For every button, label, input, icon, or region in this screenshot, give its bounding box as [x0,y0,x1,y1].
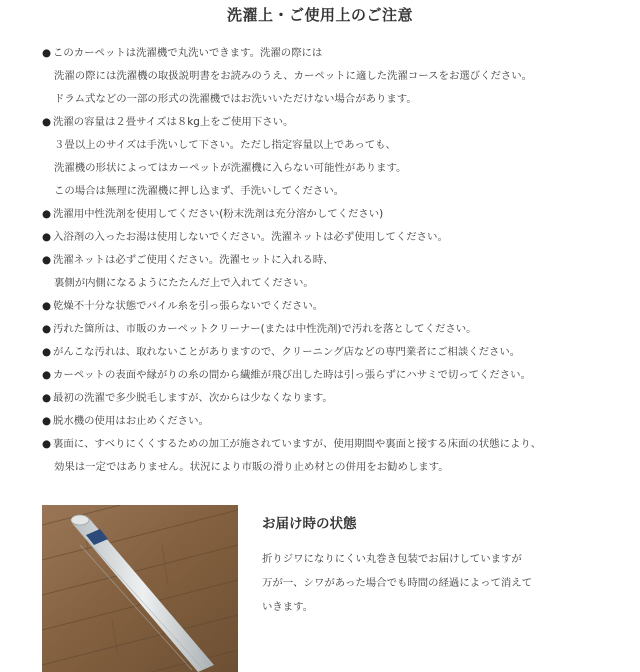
bullet-icon: ● [42,47,52,59]
notice-item [42,114,632,137]
notice-text: 汚れた箇所は、市販のカーペットクリーナー(または中性洗剤)で汚れを落としてください。 [53,323,477,335]
notice-text: 脱水機の使用はお止めください。 [53,415,209,427]
notice-item-continuation [42,68,632,91]
bullet-icon: ● [42,254,52,266]
delivery-line: いきます。 [262,601,314,613]
notice-item [42,367,632,390]
notice-text: カーペットの表面や縁がりの糸の間から繊維が飛び出した時は引っ張らずにハサミで切ってください。 [53,369,531,381]
notice-text: 洗濯用中性洗剤を使用してください(粉末洗剤は充分溶かしてください) [53,208,384,220]
delivery-description [262,550,622,622]
notice-item [42,298,632,321]
bullet-icon: ● [42,346,52,358]
bullet-icon: ● [42,208,52,220]
bullet-icon: ● [42,231,52,243]
notice-item-continuation [42,275,632,298]
bullet-icon: ● [42,300,52,312]
notice-text: 最初の洗濯で多少脱毛しますが、次からは少なくなります。 [53,392,333,404]
notice-text: 効果は一定ではありません。状況により市販の滑り止め材との併用をお勧めします。 [54,461,449,473]
notice-text: この場合は無理に洗濯機に押し込まず、手洗いしてください。 [54,185,345,197]
delivery-title: お届け時の状態 [262,516,357,532]
rolled-carpet-photo [42,505,238,672]
bullet-icon: ● [42,438,52,450]
notice-title: 洗濯上・ご使用上のご注意 [226,6,413,24]
delivery-line: 万が一、シワがあった場合でも時間の経過によって消えて [262,577,533,589]
notice-text: このカーペットは洗濯機で丸洗いできます。洗濯の際には [53,47,323,59]
notice-item-continuation [42,459,632,482]
notice-text: 洗濯の容量は２畳サイズは８kg上をご使用下さい。 [53,116,294,128]
notice-item [42,413,632,436]
bullet-icon: ● [42,323,52,335]
notice-item [42,321,632,344]
notice-item [42,252,632,275]
notice-text: 洗濯機の形状によってはカーペットが洗濯機に入らない可能性があります。 [54,162,407,174]
notice-item [42,45,632,68]
bullet-icon: ● [42,116,52,128]
notice-item-continuation [42,160,632,183]
notice-item [42,229,632,252]
notice-text: 裏側が内側になるようにたたんだ上で入れてください。 [54,277,314,289]
bullet-icon: ● [42,392,52,404]
notice-text: ドラム式などの一部の形式の洗濯機ではお洗いいただけない場合があります。 [54,93,417,105]
notice-text: 洗濯ネットは必ずご使用ください。洗濯セットに入れる時、 [53,254,334,266]
notice-list [42,45,632,482]
notice-text: 洗濯の際には洗濯機の取扱説明書をお読みのうえ、カーペットに適した洗濯コースをお選びください。 [54,70,533,82]
bullet-icon: ● [42,415,52,427]
notice-text: ３畳以上のサイズは手洗いして下さい。ただし指定容量以上であっても、 [54,139,396,151]
bullet-icon: ● [42,369,52,381]
notice-item-continuation [42,137,632,160]
notice-item [42,390,632,413]
notice-text: 乾燥不十分な状態でパイル糸を引っ張らないでください。 [53,300,324,312]
notice-text: がんこな汚れは、取れないことがありますので、クリーニング店などの専門業者にご相談ください。 [53,346,521,358]
notice-item [42,344,632,367]
notice-item [42,436,632,459]
notice-item-continuation [42,183,632,206]
notice-text: 裏面に、すべりにくくするための加工が施されていますが、使用期間や裏面と接する床面の状態により、 [53,438,542,450]
notice-item-continuation [42,91,632,114]
notice-text: 入浴剤の入ったお湯は使用しないでください。洗濯ネットは必ず使用してください。 [53,231,448,243]
product-photo [42,505,238,672]
delivery-line: 折りジワになりにくい丸巻き包装でお届けしていますが [262,553,522,565]
notice-item [42,206,632,229]
